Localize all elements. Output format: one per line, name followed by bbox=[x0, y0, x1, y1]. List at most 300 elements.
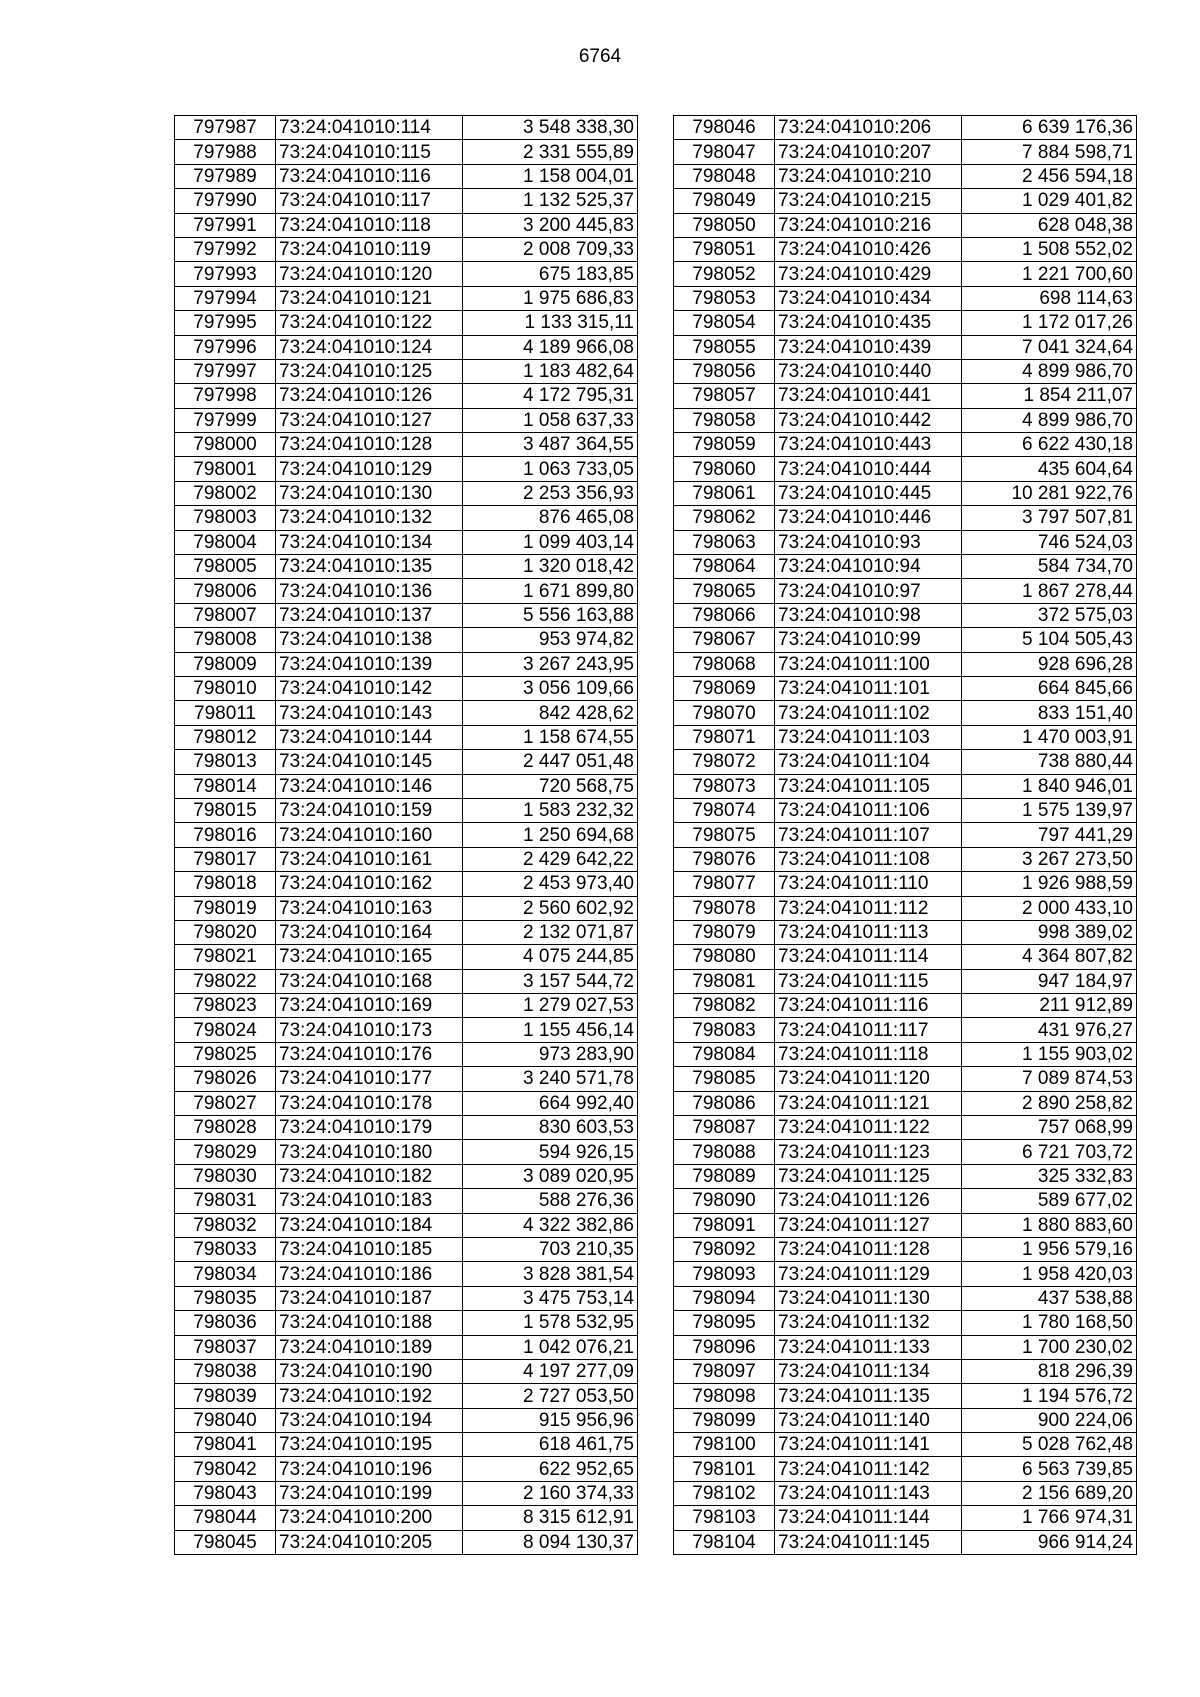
record-number-cell: 798054 bbox=[674, 311, 775, 335]
record-number-cell: 798004 bbox=[175, 530, 276, 554]
cadastral-number-cell: 73:24:041011:143 bbox=[775, 1481, 962, 1505]
value-cell: 1 320 018,42 bbox=[463, 555, 638, 579]
value-cell: 4 899 986,70 bbox=[962, 408, 1137, 432]
table-row bbox=[674, 237, 1137, 261]
record-number-cell: 798037 bbox=[175, 1335, 276, 1359]
record-number-cell: 798006 bbox=[175, 579, 276, 603]
record-number-cell: 798007 bbox=[175, 603, 276, 627]
record-number-cell: 797990 bbox=[175, 189, 276, 213]
record-number-cell: 798076 bbox=[674, 847, 775, 871]
value-cell: 1 926 988,59 bbox=[962, 872, 1137, 896]
record-number-cell: 798057 bbox=[674, 384, 775, 408]
value-cell: 1 183 482,64 bbox=[463, 359, 638, 383]
record-number-cell: 798104 bbox=[674, 1530, 775, 1554]
value-cell: 4 075 244,85 bbox=[463, 945, 638, 969]
value-cell: 2 560 602,92 bbox=[463, 896, 638, 920]
cadastral-number-cell: 73:24:041010:173 bbox=[276, 1018, 463, 1042]
record-number-cell: 798091 bbox=[674, 1213, 775, 1237]
table-row bbox=[674, 408, 1137, 432]
record-number-cell: 798029 bbox=[175, 1140, 276, 1164]
table-row bbox=[175, 555, 638, 579]
value-cell: 1 766 974,31 bbox=[962, 1506, 1137, 1530]
cadastral-number-cell: 73:24:041010:99 bbox=[775, 628, 962, 652]
value-cell: 928 696,28 bbox=[962, 652, 1137, 676]
cadastral-number-cell: 73:24:041011:114 bbox=[775, 945, 962, 969]
cadastral-number-cell: 73:24:041011:120 bbox=[775, 1067, 962, 1091]
table-row bbox=[674, 872, 1137, 896]
record-number-cell: 798003 bbox=[175, 506, 276, 530]
cadastral-number-cell: 73:24:041010:200 bbox=[276, 1506, 463, 1530]
table-row bbox=[674, 1164, 1137, 1188]
table-row bbox=[674, 774, 1137, 798]
cadastral-number-cell: 73:24:041010:124 bbox=[276, 335, 463, 359]
table-row bbox=[175, 384, 638, 408]
table-row bbox=[175, 408, 638, 432]
cadastral-number-cell: 73:24:041010:195 bbox=[276, 1433, 463, 1457]
table-row bbox=[175, 994, 638, 1018]
cadastral-number-cell: 73:24:041011:142 bbox=[775, 1457, 962, 1481]
table-row bbox=[175, 628, 638, 652]
record-number-cell: 798012 bbox=[175, 725, 276, 749]
record-number-cell: 798050 bbox=[674, 213, 775, 237]
table-row bbox=[674, 481, 1137, 505]
table-row bbox=[175, 140, 638, 164]
table-row bbox=[674, 262, 1137, 286]
record-number-cell: 798014 bbox=[175, 774, 276, 798]
value-cell: 2 132 071,87 bbox=[463, 920, 638, 944]
table-row bbox=[674, 1433, 1137, 1457]
table-row bbox=[674, 189, 1137, 213]
record-number-cell: 798038 bbox=[175, 1359, 276, 1383]
record-number-cell: 798021 bbox=[175, 945, 276, 969]
cadastral-number-cell: 73:24:041011:113 bbox=[775, 920, 962, 944]
cadastral-number-cell: 73:24:041010:94 bbox=[775, 555, 962, 579]
cadastral-number-cell: 73:24:041010:142 bbox=[276, 676, 463, 700]
cadastral-number-cell: 73:24:041010:125 bbox=[276, 359, 463, 383]
record-number-cell: 797993 bbox=[175, 262, 276, 286]
cadastral-number-cell: 73:24:041010:186 bbox=[276, 1262, 463, 1286]
cadastral-number-cell: 73:24:041010:434 bbox=[775, 286, 962, 310]
cadastral-number-cell: 73:24:041010:162 bbox=[276, 872, 463, 896]
record-number-cell: 798099 bbox=[674, 1408, 775, 1432]
record-number-cell: 797987 bbox=[175, 116, 276, 140]
record-number-cell: 798062 bbox=[674, 506, 775, 530]
record-number-cell: 798078 bbox=[674, 896, 775, 920]
value-cell: 1 867 278,44 bbox=[962, 579, 1137, 603]
record-number-cell: 797992 bbox=[175, 237, 276, 261]
value-cell: 437 538,88 bbox=[962, 1286, 1137, 1310]
record-number-cell: 798095 bbox=[674, 1311, 775, 1335]
value-cell: 431 976,27 bbox=[962, 1018, 1137, 1042]
cadastral-number-cell: 73:24:041010:179 bbox=[276, 1116, 463, 1140]
cadastral-number-cell: 73:24:041010:187 bbox=[276, 1286, 463, 1310]
value-cell: 4 322 382,86 bbox=[463, 1213, 638, 1237]
value-cell: 1 975 686,83 bbox=[463, 286, 638, 310]
record-number-cell: 797999 bbox=[175, 408, 276, 432]
record-number-cell: 798044 bbox=[175, 1506, 276, 1530]
record-number-cell: 797991 bbox=[175, 213, 276, 237]
record-number-cell: 798067 bbox=[674, 628, 775, 652]
value-cell: 1 029 401,82 bbox=[962, 189, 1137, 213]
cadastral-number-cell: 73:24:041011:118 bbox=[775, 1042, 962, 1066]
cadastral-number-cell: 73:24:041011:117 bbox=[775, 1018, 962, 1042]
record-number-cell: 798010 bbox=[175, 676, 276, 700]
value-cell: 4 899 986,70 bbox=[962, 359, 1137, 383]
table-row bbox=[175, 116, 638, 140]
value-cell: 1 155 903,02 bbox=[962, 1042, 1137, 1066]
record-number-cell: 798025 bbox=[175, 1042, 276, 1066]
record-number-cell: 798092 bbox=[674, 1237, 775, 1261]
record-number-cell: 798046 bbox=[674, 116, 775, 140]
table-row bbox=[674, 994, 1137, 1018]
table-row bbox=[175, 1237, 638, 1261]
table-row bbox=[674, 164, 1137, 188]
record-number-cell: 798016 bbox=[175, 823, 276, 847]
cadastral-number-cell: 73:24:041010:121 bbox=[276, 286, 463, 310]
record-number-cell: 798039 bbox=[175, 1384, 276, 1408]
record-number-cell: 798028 bbox=[175, 1116, 276, 1140]
cadastral-number-cell: 73:24:041010:132 bbox=[276, 506, 463, 530]
table-row bbox=[674, 1384, 1137, 1408]
table-row bbox=[674, 1237, 1137, 1261]
table-row bbox=[175, 311, 638, 335]
value-cell: 10 281 922,76 bbox=[962, 481, 1137, 505]
cadastral-number-cell: 73:24:041010:206 bbox=[775, 116, 962, 140]
cadastral-number-cell: 73:24:041010:444 bbox=[775, 457, 962, 481]
table-row bbox=[674, 676, 1137, 700]
record-number-cell: 798036 bbox=[175, 1311, 276, 1335]
value-cell: 3 267 273,50 bbox=[962, 847, 1137, 871]
value-cell: 675 183,85 bbox=[463, 262, 638, 286]
record-number-cell: 798013 bbox=[175, 750, 276, 774]
cadastral-number-cell: 73:24:041011:133 bbox=[775, 1335, 962, 1359]
cadastral-number-cell: 73:24:041010:144 bbox=[276, 725, 463, 749]
record-number-cell: 798093 bbox=[674, 1262, 775, 1286]
cadastral-number-cell: 73:24:041010:216 bbox=[775, 213, 962, 237]
value-cell: 588 276,36 bbox=[463, 1189, 638, 1213]
table-row bbox=[175, 530, 638, 554]
record-number-cell: 798100 bbox=[674, 1433, 775, 1457]
table-row bbox=[175, 189, 638, 213]
cadastral-number-cell: 73:24:041011:145 bbox=[775, 1530, 962, 1554]
value-cell: 998 389,02 bbox=[962, 920, 1137, 944]
value-cell: 1 158 004,01 bbox=[463, 164, 638, 188]
cadastral-number-cell: 73:24:041010:128 bbox=[276, 433, 463, 457]
cadastral-number-cell: 73:24:041010:192 bbox=[276, 1384, 463, 1408]
record-number-cell: 798005 bbox=[175, 555, 276, 579]
table-row bbox=[175, 1384, 638, 1408]
value-cell: 1 470 003,91 bbox=[962, 725, 1137, 749]
value-cell: 7 089 874,53 bbox=[962, 1067, 1137, 1091]
cadastral-number-cell: 73:24:041010:205 bbox=[276, 1530, 463, 1554]
value-cell: 698 114,63 bbox=[962, 286, 1137, 310]
table-row bbox=[674, 1091, 1137, 1115]
record-number-cell: 798085 bbox=[674, 1067, 775, 1091]
record-number-cell: 798081 bbox=[674, 969, 775, 993]
value-cell: 1 058 637,33 bbox=[463, 408, 638, 432]
value-cell: 2 727 053,50 bbox=[463, 1384, 638, 1408]
value-cell: 664 992,40 bbox=[463, 1091, 638, 1115]
table-row bbox=[674, 286, 1137, 310]
table-row bbox=[175, 920, 638, 944]
value-cell: 1 194 576,72 bbox=[962, 1384, 1137, 1408]
cadastral-number-cell: 73:24:041010:114 bbox=[276, 116, 463, 140]
value-cell: 1 578 532,95 bbox=[463, 1311, 638, 1335]
table-row bbox=[674, 1116, 1137, 1140]
value-cell: 915 956,96 bbox=[463, 1408, 638, 1432]
cadastral-number-cell: 73:24:041011:129 bbox=[775, 1262, 962, 1286]
table-row bbox=[674, 1481, 1137, 1505]
table-row bbox=[175, 1506, 638, 1530]
table-row bbox=[674, 652, 1137, 676]
cadastral-number-cell: 73:24:041010:138 bbox=[276, 628, 463, 652]
value-cell: 1 158 674,55 bbox=[463, 725, 638, 749]
table-row bbox=[175, 872, 638, 896]
value-cell: 6 622 430,18 bbox=[962, 433, 1137, 457]
value-cell: 3 475 753,14 bbox=[463, 1286, 638, 1310]
cadastral-number-cell: 73:24:041010:117 bbox=[276, 189, 463, 213]
table-row bbox=[175, 1189, 638, 1213]
cadastral-number-cell: 73:24:041010:115 bbox=[276, 140, 463, 164]
value-cell: 1 583 232,32 bbox=[463, 798, 638, 822]
value-cell: 1 099 403,14 bbox=[463, 530, 638, 554]
table-row bbox=[175, 164, 638, 188]
value-cell: 2 253 356,93 bbox=[463, 481, 638, 505]
table-row bbox=[175, 579, 638, 603]
value-cell: 953 974,82 bbox=[463, 628, 638, 652]
table-row bbox=[175, 1091, 638, 1115]
cadastral-number-cell: 73:24:041010:426 bbox=[775, 237, 962, 261]
value-cell: 589 677,02 bbox=[962, 1189, 1137, 1213]
table-row bbox=[175, 1286, 638, 1310]
value-cell: 372 575,03 bbox=[962, 603, 1137, 627]
value-cell: 973 283,90 bbox=[463, 1042, 638, 1066]
record-number-cell: 798045 bbox=[175, 1530, 276, 1554]
record-number-cell: 798061 bbox=[674, 481, 775, 505]
value-cell: 2 447 051,48 bbox=[463, 750, 638, 774]
cadastral-number-cell: 73:24:041010:97 bbox=[775, 579, 962, 603]
cadastral-number-cell: 73:24:041010:215 bbox=[775, 189, 962, 213]
value-cell: 664 845,66 bbox=[962, 676, 1137, 700]
table-row bbox=[674, 945, 1137, 969]
record-number-cell: 798019 bbox=[175, 896, 276, 920]
value-cell: 2 456 594,18 bbox=[962, 164, 1137, 188]
record-number-cell: 798090 bbox=[674, 1189, 775, 1213]
value-cell: 1 854 211,07 bbox=[962, 384, 1137, 408]
cadastral-number-cell: 73:24:041010:119 bbox=[276, 237, 463, 261]
record-number-cell: 797998 bbox=[175, 384, 276, 408]
record-number-cell: 798079 bbox=[674, 920, 775, 944]
table-row bbox=[175, 286, 638, 310]
cadastral-number-cell: 73:24:041010:98 bbox=[775, 603, 962, 627]
record-number-cell: 798026 bbox=[175, 1067, 276, 1091]
cadastral-number-cell: 73:24:041011:116 bbox=[775, 994, 962, 1018]
value-cell: 3 056 109,66 bbox=[463, 676, 638, 700]
cadastral-number-cell: 73:24:041010:143 bbox=[276, 701, 463, 725]
value-cell: 1 132 525,37 bbox=[463, 189, 638, 213]
table-row bbox=[175, 945, 638, 969]
table-row bbox=[674, 1335, 1137, 1359]
table-row bbox=[674, 359, 1137, 383]
table-row bbox=[674, 1286, 1137, 1310]
value-cell: 6 721 703,72 bbox=[962, 1140, 1137, 1164]
value-cell: 1 155 456,14 bbox=[463, 1018, 638, 1042]
cadastral-number-cell: 73:24:041011:100 bbox=[775, 652, 962, 676]
value-cell: 4 172 795,31 bbox=[463, 384, 638, 408]
record-number-cell: 798080 bbox=[674, 945, 775, 969]
record-number-cell: 798086 bbox=[674, 1091, 775, 1115]
record-number-cell: 798049 bbox=[674, 189, 775, 213]
table-row bbox=[175, 676, 638, 700]
table-row bbox=[175, 847, 638, 871]
value-cell: 1 671 899,80 bbox=[463, 579, 638, 603]
record-number-cell: 798058 bbox=[674, 408, 775, 432]
table-row bbox=[674, 384, 1137, 408]
cadastral-number-cell: 73:24:041011:122 bbox=[775, 1116, 962, 1140]
table-row bbox=[175, 1116, 638, 1140]
table-row bbox=[674, 628, 1137, 652]
record-number-cell: 798027 bbox=[175, 1091, 276, 1115]
cadastral-number-cell: 73:24:041010:127 bbox=[276, 408, 463, 432]
record-number-cell: 797989 bbox=[175, 164, 276, 188]
record-number-cell: 798033 bbox=[175, 1237, 276, 1261]
value-cell: 1 279 027,53 bbox=[463, 994, 638, 1018]
record-number-cell: 798009 bbox=[175, 652, 276, 676]
table-row bbox=[175, 213, 638, 237]
table-row bbox=[175, 262, 638, 286]
value-cell: 1 700 230,02 bbox=[962, 1335, 1137, 1359]
cadastral-number-cell: 73:24:041010:120 bbox=[276, 262, 463, 286]
value-cell: 818 296,39 bbox=[962, 1359, 1137, 1383]
record-number-cell: 798020 bbox=[175, 920, 276, 944]
cadastral-number-cell: 73:24:041010:136 bbox=[276, 579, 463, 603]
table-row bbox=[674, 1262, 1137, 1286]
cadastral-number-cell: 73:24:041010:188 bbox=[276, 1311, 463, 1335]
cadastral-number-cell: 73:24:041011:134 bbox=[775, 1359, 962, 1383]
table-row bbox=[175, 1335, 638, 1359]
record-number-cell: 798075 bbox=[674, 823, 775, 847]
value-cell: 622 952,65 bbox=[463, 1457, 638, 1481]
record-number-cell: 798096 bbox=[674, 1335, 775, 1359]
cadastral-number-cell: 73:24:041011:106 bbox=[775, 798, 962, 822]
table-row bbox=[674, 1457, 1137, 1481]
record-number-cell: 798032 bbox=[175, 1213, 276, 1237]
table-row bbox=[674, 603, 1137, 627]
table-row bbox=[674, 1067, 1137, 1091]
value-cell: 797 441,29 bbox=[962, 823, 1137, 847]
table-row bbox=[175, 457, 638, 481]
value-cell: 5 556 163,88 bbox=[463, 603, 638, 627]
value-cell: 833 151,40 bbox=[962, 701, 1137, 725]
record-number-cell: 798042 bbox=[175, 1457, 276, 1481]
table-row bbox=[674, 116, 1137, 140]
record-number-cell: 798000 bbox=[175, 433, 276, 457]
record-number-cell: 798023 bbox=[175, 994, 276, 1018]
table-row bbox=[674, 1530, 1137, 1554]
record-number-cell: 798031 bbox=[175, 1189, 276, 1213]
table-row bbox=[674, 896, 1137, 920]
value-cell: 1 958 420,03 bbox=[962, 1262, 1137, 1286]
record-number-cell: 798011 bbox=[175, 701, 276, 725]
table-row bbox=[175, 1164, 638, 1188]
record-number-cell: 798051 bbox=[674, 237, 775, 261]
cadastral-number-cell: 73:24:041010:122 bbox=[276, 311, 463, 335]
value-cell: 3 240 571,78 bbox=[463, 1067, 638, 1091]
record-number-cell: 798097 bbox=[674, 1359, 775, 1383]
cadastral-number-cell: 73:24:041010:439 bbox=[775, 335, 962, 359]
record-number-cell: 798074 bbox=[674, 798, 775, 822]
table-row bbox=[175, 798, 638, 822]
value-cell: 325 332,83 bbox=[962, 1164, 1137, 1188]
cadastral-number-cell: 73:24:041010:137 bbox=[276, 603, 463, 627]
record-number-cell: 798056 bbox=[674, 359, 775, 383]
table-row bbox=[175, 335, 638, 359]
record-number-cell: 797995 bbox=[175, 311, 276, 335]
table-row bbox=[175, 237, 638, 261]
cadastral-number-cell: 73:24:041011:128 bbox=[775, 1237, 962, 1261]
table-row bbox=[175, 1481, 638, 1505]
record-number-cell: 798034 bbox=[175, 1262, 276, 1286]
cadastral-number-cell: 73:24:041010:145 bbox=[276, 750, 463, 774]
record-number-cell: 798041 bbox=[175, 1433, 276, 1457]
table-row bbox=[175, 896, 638, 920]
table-row bbox=[674, 1408, 1137, 1432]
record-number-cell: 798094 bbox=[674, 1286, 775, 1310]
value-cell: 757 068,99 bbox=[962, 1116, 1137, 1140]
value-cell: 6 563 739,85 bbox=[962, 1457, 1137, 1481]
value-cell: 8 094 130,37 bbox=[463, 1530, 638, 1554]
table-row bbox=[674, 750, 1137, 774]
cadastral-number-cell: 73:24:041010:178 bbox=[276, 1091, 463, 1115]
value-cell: 628 048,38 bbox=[962, 213, 1137, 237]
cadastral-number-cell: 73:24:041010:160 bbox=[276, 823, 463, 847]
table-row bbox=[674, 701, 1137, 725]
table-row bbox=[175, 1140, 638, 1164]
cadastral-number-cell: 73:24:041010:189 bbox=[276, 1335, 463, 1359]
cadastral-number-cell: 73:24:041010:161 bbox=[276, 847, 463, 871]
table-row bbox=[175, 1262, 638, 1286]
value-cell: 1 880 883,60 bbox=[962, 1213, 1137, 1237]
value-cell: 876 465,08 bbox=[463, 506, 638, 530]
value-cell: 4 197 277,09 bbox=[463, 1359, 638, 1383]
value-cell: 7 884 598,71 bbox=[962, 140, 1137, 164]
value-cell: 2 890 258,82 bbox=[962, 1091, 1137, 1115]
cadastral-number-cell: 73:24:041010:130 bbox=[276, 481, 463, 505]
value-cell: 594 926,15 bbox=[463, 1140, 638, 1164]
table-row bbox=[175, 603, 638, 627]
table-row bbox=[674, 579, 1137, 603]
table-row bbox=[175, 481, 638, 505]
record-number-cell: 798082 bbox=[674, 994, 775, 1018]
table-row bbox=[674, 725, 1137, 749]
cadastral-number-cell: 73:24:041010:184 bbox=[276, 1213, 463, 1237]
table-row bbox=[175, 774, 638, 798]
table-row bbox=[674, 1042, 1137, 1066]
value-cell: 1 063 733,05 bbox=[463, 457, 638, 481]
value-cell: 584 734,70 bbox=[962, 555, 1137, 579]
value-cell: 3 487 364,55 bbox=[463, 433, 638, 457]
table-row bbox=[175, 750, 638, 774]
record-number-cell: 798030 bbox=[175, 1164, 276, 1188]
record-number-cell: 798069 bbox=[674, 676, 775, 700]
value-cell: 966 914,24 bbox=[962, 1530, 1137, 1554]
cadastral-number-cell: 73:24:041011:127 bbox=[775, 1213, 962, 1237]
table-row bbox=[175, 433, 638, 457]
record-number-cell: 798017 bbox=[175, 847, 276, 871]
value-cell: 1 780 168,50 bbox=[962, 1311, 1137, 1335]
cadastral-number-cell: 73:24:041011:140 bbox=[775, 1408, 962, 1432]
cadastral-number-cell: 73:24:041010:177 bbox=[276, 1067, 463, 1091]
